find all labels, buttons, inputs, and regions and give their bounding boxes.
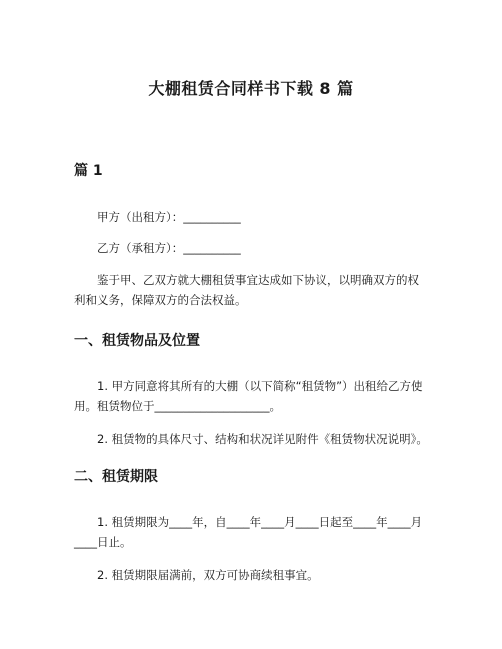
section-heading-lease-term: 二、租赁期限 — [74, 469, 158, 485]
section-heading-lease-item: 一、租赁物品及位置 — [74, 333, 200, 349]
clause-2-1: 1. 租赁期限为____年，自____年____月____日起至____年____月____日止。 — [74, 515, 423, 549]
party-b-line: 乙方（承租方）：__________ — [97, 241, 241, 255]
preamble-paragraph: 鉴于甲、乙双方就大棚租赁事宜达成如下协议，以明确双方的权利和义务，保障双方的合法权益。 — [74, 273, 419, 307]
part-heading: 篇 1 — [74, 163, 103, 179]
clause-1-2: 2. 租赁物的具体尺寸、结构和状况详见附件《租赁物状况说明》。 — [97, 432, 428, 446]
clause-1-1: 1. 甲方同意将其所有的大棚（以下简称“租赁物”）出租给乙方使用。租赁物位于____________________。 — [74, 379, 423, 413]
document-title: 大棚租赁合同样书下载 8 篇 — [148, 79, 354, 98]
clause-2-2: 2. 租赁期限届满前，双方可协商续租事宜。 — [97, 568, 319, 582]
party-a-line: 甲方（出租方）：__________ — [97, 210, 241, 224]
